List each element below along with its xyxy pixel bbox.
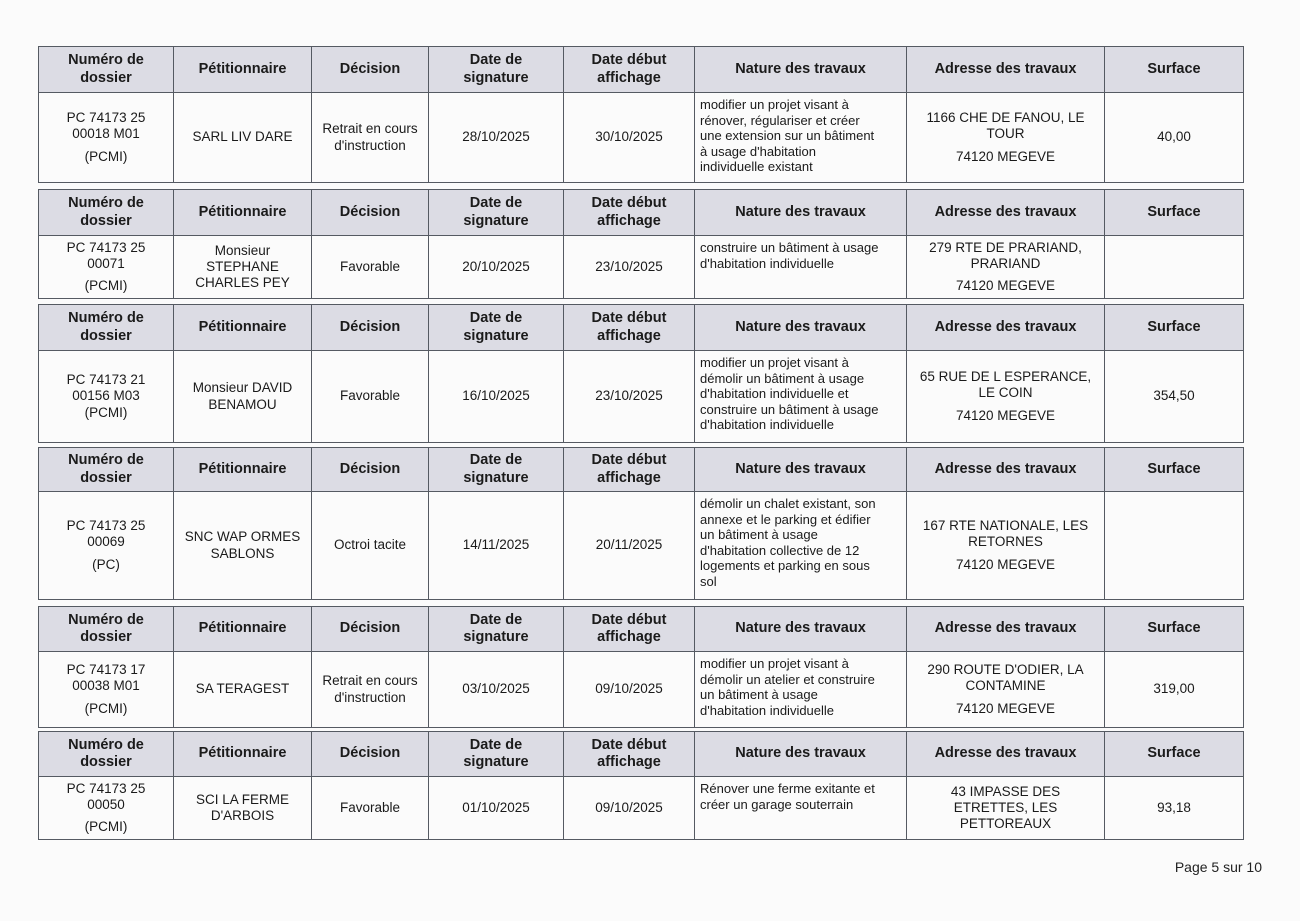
header-date-affichage: Date début affichage bbox=[564, 305, 695, 351]
cell-petitionnaire: SNC WAP ORMES SABLONS bbox=[174, 492, 312, 600]
header-numero: Numéro de dossier bbox=[39, 190, 174, 236]
header-row bbox=[39, 190, 1244, 236]
cell-surface: 354,50 bbox=[1105, 351, 1244, 443]
cell-date-signature: 01/10/2025 bbox=[429, 777, 564, 840]
cell-petitionnaire: SCI LA FERME D'ARBOIS bbox=[174, 777, 312, 840]
cell-decision: Favorable bbox=[312, 777, 429, 840]
header-nature: Nature des travaux bbox=[695, 305, 907, 351]
header-surface: Surface bbox=[1105, 190, 1244, 236]
header-nature: Nature des travaux bbox=[695, 47, 907, 93]
cell-petitionnaire: Monsieur STEPHANE CHARLES PEY bbox=[174, 236, 312, 299]
cell-date-affichage: 23/10/2025 bbox=[564, 351, 695, 443]
cell-decision: Favorable bbox=[312, 351, 429, 443]
cell-date-signature: 16/10/2025 bbox=[429, 351, 564, 443]
table-row bbox=[39, 652, 1244, 728]
header-row bbox=[39, 305, 1244, 351]
header-adresse: Adresse des travaux bbox=[907, 448, 1105, 492]
header-numero: Numéro de dossier bbox=[39, 732, 174, 777]
page-number: Page 5 sur 10 bbox=[1174, 859, 1262, 875]
header-surface: Surface bbox=[1105, 607, 1244, 652]
cell-nature: modifier un projet visant à rénover, régulariser et créer une extension sur un bâtiment à usage d'habitation individuelle existant bbox=[695, 93, 907, 183]
header-adresse: Adresse des travaux bbox=[907, 47, 1105, 93]
cell-numero: PC 74173 21 00156 M03 (PCMI) bbox=[39, 351, 174, 443]
header-adresse: Adresse des travaux bbox=[907, 305, 1105, 351]
header-decision: Décision bbox=[312, 607, 429, 652]
header-petitionnaire: Pétitionnaire bbox=[174, 47, 312, 93]
cell-nature: modifier un projet visant à démolir un atelier et construire un bâtiment à usage d'habitation individuelle bbox=[695, 652, 907, 728]
table-row bbox=[39, 93, 1244, 183]
header-date-signature: Date de signature bbox=[429, 607, 564, 652]
cell-petitionnaire: SA TERAGEST bbox=[174, 652, 312, 728]
cell-decision: Retrait en cours d'instruction bbox=[312, 93, 429, 183]
cell-nature: construire un bâtiment à usage d'habitation individuelle bbox=[695, 236, 907, 299]
cell-date-affichage: 09/10/2025 bbox=[564, 777, 695, 840]
cell-decision: Retrait en cours d'instruction bbox=[312, 652, 429, 728]
cell-decision: Favorable bbox=[312, 236, 429, 299]
header-petitionnaire: Pétitionnaire bbox=[174, 732, 312, 777]
table-row bbox=[39, 492, 1244, 600]
cell-date-affichage: 20/11/2025 bbox=[564, 492, 695, 600]
header-numero: Numéro de dossier bbox=[39, 47, 174, 93]
permit-table bbox=[38, 447, 1244, 600]
cell-decision: Octroi tacite bbox=[312, 492, 429, 600]
cell-adresse: 279 RTE DE PRARIAND, PRARIAND 74120 MEGEVE bbox=[907, 236, 1105, 299]
cell-numero: PC 74173 25 00018 M01 (PCMI) bbox=[39, 93, 174, 183]
header-date-affichage: Date début affichage bbox=[564, 448, 695, 492]
header-nature: Nature des travaux bbox=[695, 732, 907, 777]
header-adresse: Adresse des travaux bbox=[907, 732, 1105, 777]
cell-adresse: 65 RUE DE L ESPERANCE, LE COIN 74120 MEGEVE bbox=[907, 351, 1105, 443]
header-surface: Surface bbox=[1105, 305, 1244, 351]
cell-adresse: 290 ROUTE D'ODIER, LA CONTAMINE 74120 MEGEVE bbox=[907, 652, 1105, 728]
permit-table bbox=[38, 46, 1244, 183]
cell-date-affichage: 30/10/2025 bbox=[564, 93, 695, 183]
table-row bbox=[39, 236, 1244, 299]
table-row bbox=[39, 351, 1244, 443]
cell-petitionnaire: SARL LIV DARE bbox=[174, 93, 312, 183]
cell-adresse: 43 IMPASSE DES ETRETTES, LES PETTOREAUX bbox=[907, 777, 1105, 840]
header-date-affichage: Date début affichage bbox=[564, 190, 695, 236]
permit-table bbox=[38, 606, 1244, 728]
cell-surface: 93,18 bbox=[1105, 777, 1244, 840]
cell-adresse: 167 RTE NATIONALE, LES RETORNES 74120 MEGEVE bbox=[907, 492, 1105, 600]
header-date-signature: Date de signature bbox=[429, 732, 564, 777]
header-decision: Décision bbox=[312, 732, 429, 777]
cell-date-signature: 20/10/2025 bbox=[429, 236, 564, 299]
table-row bbox=[39, 777, 1244, 840]
cell-nature: modifier un projet visant à démolir un bâtiment à usage d'habitation individuelle et construire un bâtiment à usage d'habitation individuelle bbox=[695, 351, 907, 443]
cell-date-signature: 03/10/2025 bbox=[429, 652, 564, 728]
header-date-affichage: Date début affichage bbox=[564, 47, 695, 93]
cell-numero: PC 74173 25 00050 (PCMI) bbox=[39, 777, 174, 840]
header-decision: Décision bbox=[312, 190, 429, 236]
header-numero: Numéro de dossier bbox=[39, 448, 174, 492]
header-date-affichage: Date début affichage bbox=[564, 607, 695, 652]
header-date-signature: Date de signature bbox=[429, 190, 564, 236]
header-row bbox=[39, 47, 1244, 93]
permit-table bbox=[38, 189, 1244, 299]
header-nature: Nature des travaux bbox=[695, 448, 907, 492]
header-surface: Surface bbox=[1105, 732, 1244, 777]
cell-date-affichage: 23/10/2025 bbox=[564, 236, 695, 299]
header-adresse: Adresse des travaux bbox=[907, 607, 1105, 652]
cell-date-signature: 28/10/2025 bbox=[429, 93, 564, 183]
cell-surface bbox=[1105, 492, 1244, 600]
header-petitionnaire: Pétitionnaire bbox=[174, 190, 312, 236]
cell-date-affichage: 09/10/2025 bbox=[564, 652, 695, 728]
cell-petitionnaire: Monsieur DAVID BENAMOU bbox=[174, 351, 312, 443]
cell-surface: 40,00 bbox=[1105, 93, 1244, 183]
header-row bbox=[39, 448, 1244, 492]
header-adresse: Adresse des travaux bbox=[907, 190, 1105, 236]
header-date-signature: Date de signature bbox=[429, 47, 564, 93]
header-row bbox=[39, 607, 1244, 652]
header-decision: Décision bbox=[312, 305, 429, 351]
cell-surface: 319,00 bbox=[1105, 652, 1244, 728]
header-petitionnaire: Pétitionnaire bbox=[174, 607, 312, 652]
cell-date-signature: 14/11/2025 bbox=[429, 492, 564, 600]
header-petitionnaire: Pétitionnaire bbox=[174, 448, 312, 492]
cell-adresse: 1166 CHE DE FANOU, LE TOUR 74120 MEGEVE bbox=[907, 93, 1105, 183]
cell-numero: PC 74173 17 00038 M01 (PCMI) bbox=[39, 652, 174, 728]
header-nature: Nature des travaux bbox=[695, 190, 907, 236]
permit-table bbox=[38, 731, 1244, 840]
header-numero: Numéro de dossier bbox=[39, 305, 174, 351]
cell-numero: PC 74173 25 00071 (PCMI) bbox=[39, 236, 174, 299]
cell-nature: Rénover une ferme exitante et créer un garage souterrain bbox=[695, 777, 907, 840]
header-surface: Surface bbox=[1105, 47, 1244, 93]
header-row bbox=[39, 732, 1244, 777]
permit-table bbox=[38, 304, 1244, 443]
cell-surface bbox=[1105, 236, 1244, 299]
header-decision: Décision bbox=[312, 47, 429, 93]
header-date-signature: Date de signature bbox=[429, 305, 564, 351]
header-petitionnaire: Pétitionnaire bbox=[174, 305, 312, 351]
header-numero: Numéro de dossier bbox=[39, 607, 174, 652]
header-nature: Nature des travaux bbox=[695, 607, 907, 652]
cell-nature: démolir un chalet existant, son annexe et le parking et édifier un bâtiment à usage d'habitation collective de 12 logements et parking en sous sol bbox=[695, 492, 907, 600]
header-surface: Surface bbox=[1105, 448, 1244, 492]
cell-numero: PC 74173 25 00069 (PC) bbox=[39, 492, 174, 600]
header-decision: Décision bbox=[312, 448, 429, 492]
header-date-signature: Date de signature bbox=[429, 448, 564, 492]
header-date-affichage: Date début affichage bbox=[564, 732, 695, 777]
